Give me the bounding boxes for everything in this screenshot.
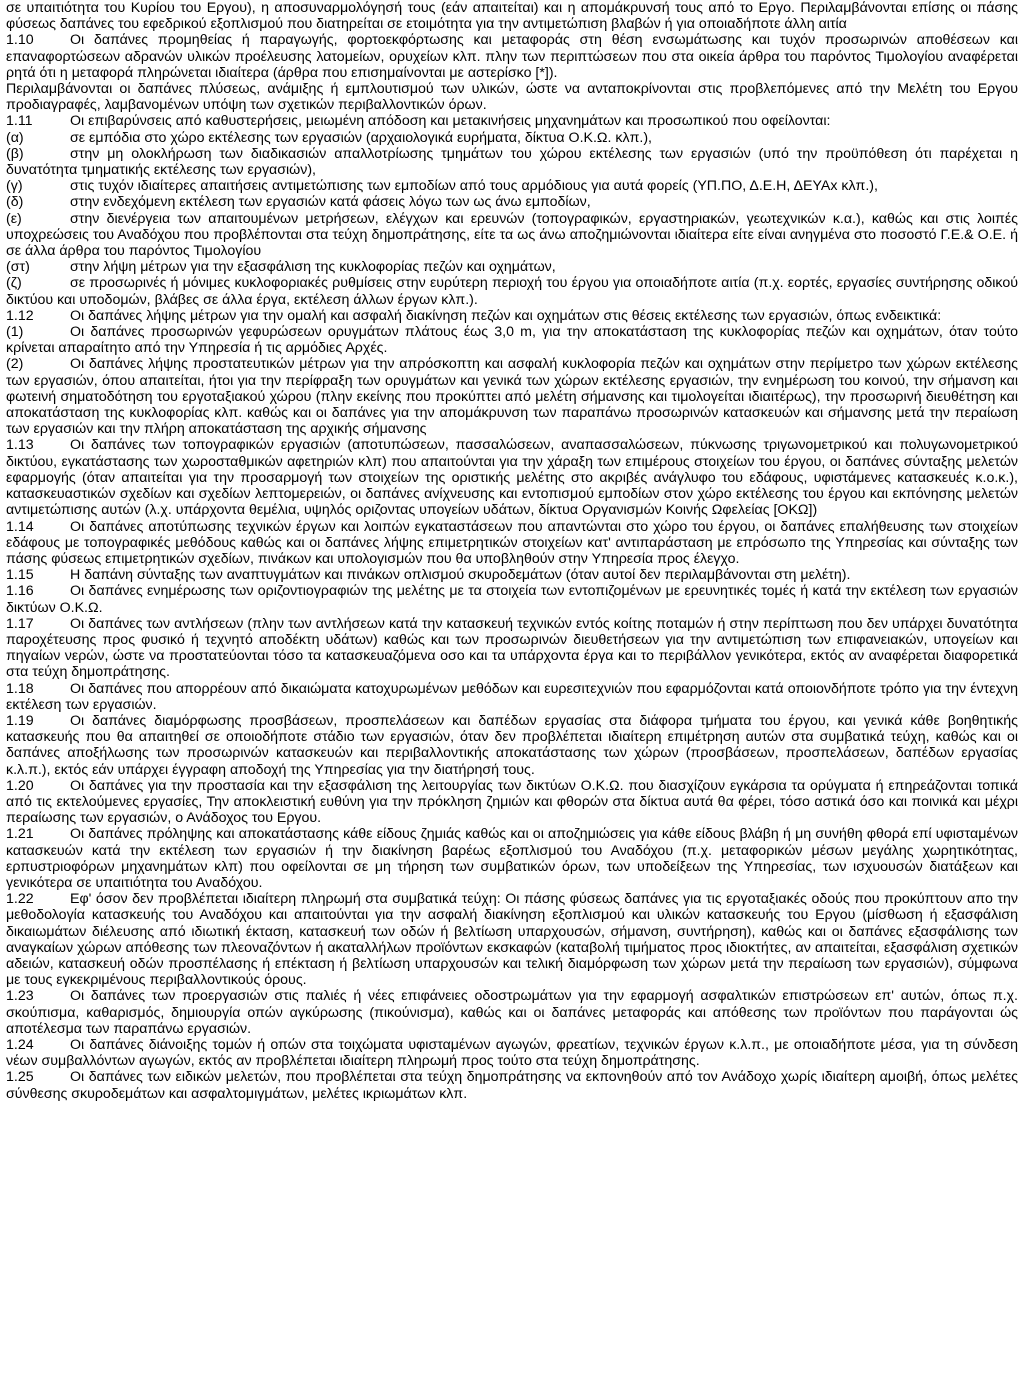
- paragraph: [6, 275, 1018, 307]
- paragraph-number: 1.23: [6, 988, 34, 1005]
- paragraph-text: Οι δαπάνες πρόληψης και αποκατάστασης κάθε είδους ζημιάς καθώς και οι αποζημιώσεις για κάθε είδους βλάβη ή μη συνήθη φθορά επί υφισταμένων κατασκευών κατά την εκτέλεση των εργασιών ή την διακίνηση βαρέως εξοπλισμού του Αναδόχου (π.χ. μεταφορικών μέσων μεγάλης χωρητικότητας, ερπυστριοφόρων μηχανημάτων κλπ) που οφείλονται σε μη τήρηση των συμβατικών όρων, των υποδείξεων της Υπηρεσίας, των ισχυουσών διατάξεων και γενικότερα σε υπαιτιότητα του Αναδόχου.: [6, 826, 1018, 891]
- paragraph-number: 1.13: [6, 437, 34, 454]
- paragraph: [6, 681, 1018, 713]
- paragraph: [6, 713, 1018, 778]
- paragraph: [6, 324, 1018, 356]
- paragraph-number: 1.12: [6, 307, 34, 324]
- paragraph: [6, 1037, 1018, 1069]
- paragraph-number: (α): [6, 129, 24, 146]
- paragraph-text: στην λήψη μέτρων για την εξασφάλιση της κυκλοφορίας πεζών και οχημάτων,: [70, 259, 556, 276]
- paragraph-text: Οι δαπάνες λήψης προστατευτικών μέτρων για την απρόσκοπτη και ασφαλή κυκλοφορία πεζών και οχημάτων στην περίμετρο των χώρων εκτέλεσης των εργασιών, όπου απαιτείται, ήτοι για την περίφραξη των ορυγμάτων και γενικά των χώρων εκτέλεσης εργασιών, την ενημέρωση του κοινού, την σήμανση και φωτεινή σηματοδότηση του εργοταξιακού χώρου (πλην εκείνης που προκύπτει από μελέτη σήμανσης και τιμολογείται ιδιαιτέρως), την προσωρινή διευθέτηση και αποκατάσταση της κυκλοφορίας κλπ. καθώς και οι δαπάνες για την απομάκρυνση των παραπάνω προσωρινών κατασκευών και σήμανσης μετά την περαίωση των εργασιών και την πλήρη αποκατάσταση της αρχικής σήμανσης: [6, 356, 1018, 438]
- paragraph-number: (ε): [6, 210, 22, 227]
- paragraph: [6, 583, 1018, 615]
- paragraph-number: 1.25: [6, 1069, 34, 1086]
- paragraph-text: Η δαπάνη σύνταξης των αναπτυγμάτων και πινάκων οπλισμού σκυροδεμάτων (όταν αυτοί δεν περιλαμβάνονται στη μελέτη).: [70, 567, 851, 584]
- paragraph: [6, 988, 1018, 1037]
- paragraph: [6, 178, 1018, 194]
- paragraph-text: στις τυχόν ιδιαίτερες απαιτήσεις αντιμετώπισης των εμποδίων από τους αρμόδιους για αυτά φορείς (ΥΠ.ΠΟ, Δ.Ε.Η, ΔΕΥΑx κλπ.),: [70, 178, 878, 195]
- paragraph-number: 1.20: [6, 777, 34, 794]
- paragraph-text: Οι δαπάνες προμηθείας ή παραγωγής, φορτοεκφόρτωσης και μεταφοράς στη θέση ενσωμάτωσης και τυχόν προσωρινών αποθέσεων και επαναφορτώσεων αδρανών υλικών προέλευσης λατομείων, ορυχείων κλπ. πλην των περιπτώσεων που στα οικεία άρθρα του παρόντος Τιμολογίου αναφέρεται ρητά ότι η μεταφορά πληρώνεται ιδιαίτερα (άρθρα που επισημαίνονται με αστερίσκο [*]).: [6, 32, 1018, 81]
- paragraph: [6, 356, 1018, 437]
- paragraph: [6, 0, 1018, 32]
- paragraph-text: Οι δαπάνες των προεργασιών στις παλιές ή νέες επιφάνειες οδοστρωμάτων για την εφαρμογή ασφαλτικών επιστρώσεων επ' αυτών, όπως π.χ. σκούπισμα, καθαρισμός, δημιουργία οπών αγκύρωσης (πικούνισμα), καθώς και οι δαπάνες μεταφοράς και απόθεσης των προϊόντων που παράγονται ώς αποτέλεσμα των παραπάνω εργασιών.: [6, 988, 1018, 1037]
- paragraph-text: σε εμπόδια στο χώρο εκτέλεσης των εργασιών (αρχαιολογικά ευρήματα, δίκτυα Ο.Κ.Ω. κλπ.),: [70, 129, 652, 146]
- paragraph-text: σε υπαιτιότητα του Κυρίου του Εργου), η αποσυναρμολόγησή τους (εάν απαιτείται) και η απομάκρυνσή τους από το Εργο. Περιλαμβάνονται επίσης οι πάσης φύσεως δαπάνες του εφεδρικού εξοπλισμού που διατηρείται σε ετοιμότητα για την αντιμετώπιση βλαβών ή για οποιαδήποτε άλλη αιτία: [6, 0, 1018, 33]
- paragraph-number: 1.17: [6, 615, 34, 632]
- paragraph-text: Εφ' όσον δεν προβλέπεται ιδιαίτερη πληρωμή στα συμβατικά τεύχη: Οι πάσης φύσεως δαπάνες για τις εργοταξιακές οδούς που προκύπτουν απο την μεθοδολογία κατασκευής του Αναδόχου και απαιτούνται για την ασφαλή διακίνηση εξοπλισμού και υλικών κατασκευής του Εργου (μίσθωση ή εξασφάλιση δικαιωμάτων διέλευσης από ιδιωτική έκταση, κατασκευή των οδών ή βελτίωση υπαρχουσών, σήμανση, συντήρηση), καθώς και οι δαπάνες εξασφάλισης των αναγκαίων χώρων απόθεσης των πλεοναζόντων ή ακαταλλήλων προϊόντων εκσκαφών (καταβολή τιμήματος προς ιδιοκτήτες, αν απαιτείται, εξασφάλιση σχετικών αδειών, κατασκευή οδών προσπέλασης ή επέκταση ή βελτίωση υπαρχουσών και τελική διαμόρφωση των χώρων μετά την περαίωση των εργασιών), σύμφωνα με τους εγκεκριμένους περιβαλλοντικούς όρους.: [6, 891, 1018, 989]
- paragraph: [6, 194, 1018, 210]
- paragraph-number: (ζ): [6, 275, 22, 292]
- paragraph: [6, 826, 1018, 891]
- paragraph: [6, 778, 1018, 827]
- paragraph-number: 1.10: [6, 32, 34, 49]
- paragraph-text: Οι δαπάνες λήψης μέτρων για την ομαλή και ασφαλή διακίνηση πεζών και οχημάτων στις θέσεις εκτέλεσης των εργασιών, όπως ενδεικτικά:: [70, 307, 942, 324]
- paragraph-number: 1.21: [6, 826, 34, 843]
- paragraph-text: Οι δαπάνες των ειδικών μελετών, που προβλέπεται στα τεύχη δημοπράτησης να εκπονηθούν από τον Ανάδοχο χωρίς ιδιαίτερη αμοιβή, όπως μελέτες σύνθεσης σκυροδεμάτων και ασφαλτομιγμάτων, μελέτες ικριωμάτων κλπ.: [6, 1069, 1018, 1102]
- paragraph-number: 1.22: [6, 891, 34, 908]
- paragraph-text: Οι δαπάνες διαμόρφωσης προσβάσεων, προσπελάσεων και δαπέδων εργασίας στα διάφορα τμήματα του έργου, και γενικά κάθε βοηθητικής κατασκευής που θα απαιτηθεί σε οποιοδήποτε στάδιο των εργασιών, όταν δεν προβλέπεται ιδιαίτερη επιμέτρηση αυτών στα συμβατικά τεύχη, καθώς και οι δαπάνες αποξήλωσης των προσωρινών κατασκευών και περιβαλλοντικής αποκατάστασης των χώρων (προσβάσεων, προσπελάσεων, δαπέδων εργασίας κ.λ.π.), εκτός εάν υπάρχει έγγραφη αποδοχή της Υπηρεσίας για την διατήρησή τους.: [6, 712, 1018, 778]
- paragraph: [6, 616, 1018, 681]
- paragraph-text: σε προσωρινές ή μόνιμες κυκλοφοριακές ρυθμίσεις στην ευρύτερη περιοχή του έργου για οποιαδήποτε αιτία (π.χ. εορτές, εργασίες συντήρησης οδικού δικτύου και υποδομών, βλάβες σε άλλα έργα, εκτέλεση άλλων έργων κλπ.).: [6, 275, 1018, 308]
- paragraph: [6, 113, 1018, 129]
- paragraph-text: Οι δαπάνες που απορρέουν από δικαιώματα κατοχυρωμένων μεθόδων και ευρεσιτεχνιών που εφαρμόζονται κατά οποιονδήποτε τρόπο για την έντεχνη εκτέλεση των εργασιών.: [6, 680, 1018, 713]
- paragraph-text: Οι δαπάνες των αντλήσεων (πλην των αντλήσεων κατά την κατασκευή τεχνικών εντός κοίτης ποταμών ή στην περίπτωση που δεν υπάρχει δυνατότητα παροχέτευσης προς φυσικό ή τεχνητό αποδέκτη υδάτων) καθώς και των προσωρινών διευθετήσεων για την αντιμετώπιση των επιφανειακών, υπογείων και πηγαίων νερών, ώστε να προστατεύονται τόσο τα κατασκευαζόμενα οσο και τα υπάρχοντα έργα και το περιβάλλον γενικότερα, εκτός αν αναφέρεται διαφορετικά στα τεύχη δημοπράτησης.: [6, 615, 1018, 681]
- paragraph-text: Περιλαμβάνονται οι δαπάνες πλύσεως, ανάμιξης ή εμπλουτισμού των υλικών, ώστε να ανταποκρίνονται στις προβλεπόμενες από την Μελέτη του Εργου προδιαγραφές, λαμβανομένων υπόψη των σχετικών περιβαλλοντικών όρων.: [6, 81, 1018, 114]
- paragraph: [6, 130, 1018, 146]
- paragraph-text: στην μη ολοκλήρωση των διαδικασιών απαλλοτρίωσης τμημάτων του χώρου εκτέλεσης των εργασιών (υπό την προϋπόθεση ότι παρέχεται η δυνατότητα τμηματικής εκτέλεσης των εργασιών),: [6, 145, 1018, 179]
- paragraph: [6, 211, 1018, 260]
- paragraph-text: Οι δαπάνες αποτύπωσης τεχνικών έργων και λοιπών εγκαταστάσεων που απαντώνται στο χώρο του έργου, οι δαπάνες επαλήθευσης των στοιχείων εδάφους με τοπογραφικές μεθόδους καθώς και οι δαπάνες λήψης επιμετρητικών στοιχείων κατ' αντιπαράσταση με επρόσωπο της Υπηρεσίας και σύνταξης των πάσης φύσεως επιμετρητικών σχεδίων, πινάκων και υπολογισμών που θα υποβληθούν στην Υπηρεσία προς έλεγχο.: [6, 518, 1018, 567]
- paragraph-number: (1): [6, 324, 24, 341]
- paragraph-number: 1.18: [6, 680, 34, 697]
- paragraph-text: Οι επιβαρύνσεις από καθυστερήσεις, μειωμένη απόδοση και μετακινήσεις μηχανημάτων και προσωπικού που οφείλονται:: [70, 113, 831, 130]
- paragraph-text: Οι δαπάνες για την προστασία και την εξασφάλιση της λειτουργίας των δικτύων Ο.Κ.Ω. που διασχίζουν εγκάρσια τα ορύγματα ή επηρεάζονται τοπικά από τις εκτελούμενες εργασίες, Την αποκλειστική ευθύνη για την πρόκληση ζημιών και φθορών στα δίκτυα αυτά θα φέρει, τόσο αστικά όσο και ποινικά και μέχρι περαίωσης των εργασιών, ο Ανάδοχος του Εργου.: [6, 777, 1018, 827]
- paragraph-text: στην διενέργεια των απαιτουμένων μετρήσεων, ελέγχων και ερευνών (τοπογραφικών, εργαστηριακών, γεωτεχνικών κ.α.), καθώς και στις λοιπές υποχρεώσεις του Αναδόχου που προβλέπονται στα τεύχη δημοπράτησης, είτε τα ως άνω αποζημιώνονται ιδιαίτερα είτε είναι ανηγμένα στο ποσοστό Γ.Ε.& Ο.Ε. ή σε άλλα άρθρα του παρόντος Τιμολογίου: [6, 210, 1018, 260]
- paragraph: [6, 519, 1018, 568]
- paragraph-number: 1.14: [6, 518, 34, 535]
- paragraph: [6, 146, 1018, 178]
- paragraph-text: στην ενδεχόμενη εκτέλεση των εργασιών κατά φάσεις λόγω των ως άνω εμποδίων,: [70, 194, 591, 211]
- paragraph-number: 1.24: [6, 1037, 34, 1053]
- paragraph: [6, 259, 1018, 275]
- paragraph: [6, 81, 1018, 113]
- paragraph: [6, 32, 1018, 81]
- paragraph-number: (γ): [6, 178, 23, 195]
- paragraph-text: Οι δαπάνες διάνοιξης τομών ή οπών στα τοιχώματα υφισταμένων αγωγών, φρεατίων, τεχνικών έργων κ.λ.π., με οποιαδήποτε μέσα, για τη σύνδεση νέων συμβαλλόντων αγωγών, εκτός αν προβλέπεται ιδιαίτερη πληρωμή προς τούτο στα τεύχη δημοπράτησης.: [6, 1037, 1018, 1070]
- paragraph-number: 1.15: [6, 567, 34, 584]
- paragraph: [6, 1069, 1018, 1101]
- paragraph-number: (2): [6, 356, 24, 373]
- paragraph-text: Οι δαπάνες των τοπογραφικών εργασιών (αποτυπώσεων, πασσαλώσεων, αναπασσαλώσεων, πύκνωσης τριγωνομετρικού και πολυγωνομετρικού δικτύου, εγκατάστασης των χωροσταθμικών αφετηριών κλπ) που απαιτούνται για την χάραξη των επιμέρους στοιχείων του έργου, οι δαπάνες σύνταξης μελετών εφαρμογής (όταν απαιτείται για την προσαρμογή των στοιχείων της οριστικής μελέτης στο ακριβές ανάγλυφο του εδάφους, υφιστάμενες κατασκευές κ.ο.κ.), κατασκευαστικών σχεδίων και σχεδίων λεπτομερειών, οι δαπάνες ανίχνευσης και εντοπισμού εμποδίων στον χώρο εκτέλεσης του έργου και εκπόνησης μελετών αντιμετώπισης αυτών (λ.χ. υπάρχοντα θεμέλια, υψηλός οριζοντας υπογείων υδάτων, δίκτυα Οργανισμών Κοινής Ωφελείας [ΟΚΩ]): [6, 437, 1018, 519]
- paragraph-number: (δ): [6, 194, 24, 211]
- paragraph: [6, 308, 1018, 324]
- paragraph-number: (β): [6, 145, 24, 162]
- paragraph-number: (στ): [6, 259, 30, 276]
- paragraph: [6, 437, 1018, 518]
- paragraph-text: Οι δαπάνες προσωρινών γεφυρώσεων ορυγμάτων πλάτους έως 3,0 m, για την αποκατάσταση της κυκλοφορίας πεζών και οχημάτων, όταν τούτο κρίνεται απαραίτητο από την Υπηρεσία ή τις αρμόδιες Αρχές.: [6, 324, 1018, 357]
- paragraph-number: 1.11: [6, 113, 33, 130]
- paragraph: [6, 891, 1018, 988]
- document-body: [6, 0, 1018, 1102]
- paragraph-number: 1.19: [6, 712, 34, 729]
- paragraph-number: 1.16: [6, 583, 34, 600]
- paragraph-text: Οι δαπάνες ενημέρωσης των οριζοντιογραφιών της μελέτης με τα στοιχεία των εντοπιζομένων με ερευνητικές τομές ή κατά την εκτέλεση των εργασιών δικτύων Ο.Κ.Ω.: [6, 583, 1018, 616]
- paragraph: [6, 567, 1018, 583]
